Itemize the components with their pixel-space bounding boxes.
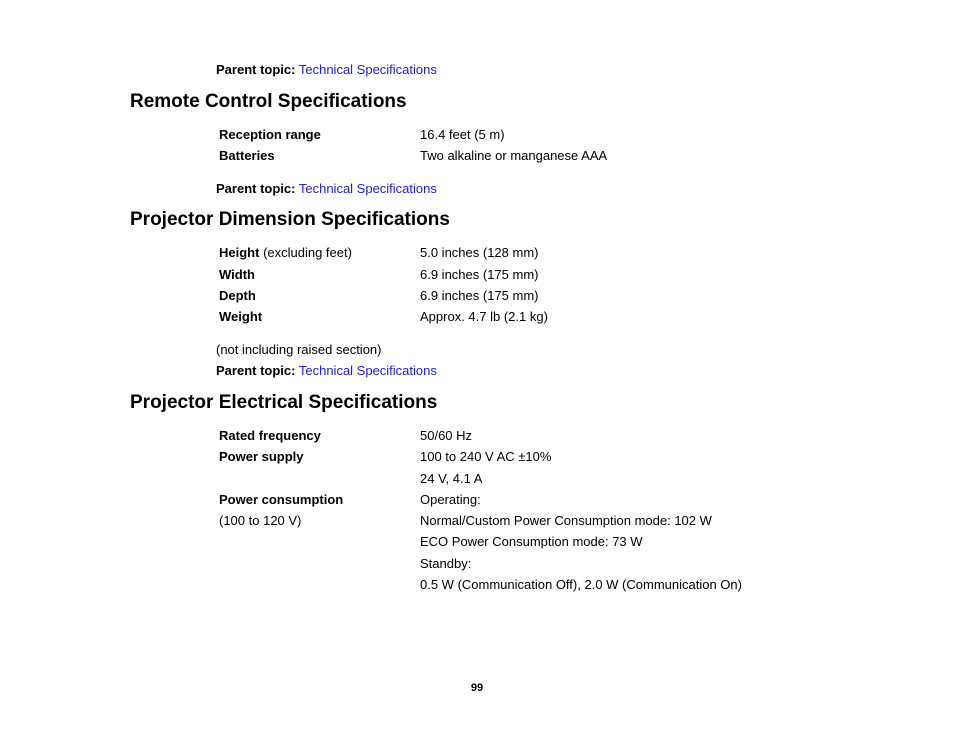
spec-sublabel: (100 to 120 V) — [219, 513, 302, 528]
spec-value: 0.5 W (Communication Off), 2.0 W (Communication On) — [420, 577, 742, 592]
spec-value: Approx. 4.7 lb (2.1 kg) — [420, 309, 548, 324]
technical-specifications-link[interactable]: Technical Specifications — [298, 181, 437, 196]
technical-specifications-link[interactable]: Technical Specifications — [298, 62, 437, 77]
dimension-note: (not including raised section) — [216, 342, 382, 357]
spec-value: 24 V, 4.1 A — [420, 471, 483, 486]
spec-label-note: (excluding feet) — [259, 245, 352, 260]
parent-topic-label: Parent topic: — [216, 363, 296, 378]
page-number: 99 — [470, 682, 484, 694]
spec-value: Two alkaline or manganese AAA — [420, 148, 608, 163]
remote-control-heading: Remote Control Specifications — [130, 91, 407, 112]
spec-label: Rated frequency — [219, 428, 321, 443]
spec-value: ECO Power Consumption mode: 73 W — [420, 534, 643, 549]
spec-label: Power supply — [219, 449, 304, 464]
electrical-heading: Projector Electrical Specifications — [130, 392, 438, 413]
parent-topic-label: Parent topic: — [216, 181, 296, 196]
spec-value: Standby: — [420, 556, 472, 571]
spec-label: Depth — [219, 288, 256, 303]
spec-value: 6.9 inches (175 mm) — [420, 267, 539, 282]
spec-value: 5.0 inches (128 mm) — [420, 245, 539, 260]
spec-label: Power consumption — [219, 492, 344, 507]
spec-value: 6.9 inches (175 mm) — [420, 288, 539, 303]
parent-topic-line — [216, 62, 437, 78]
spec-value: 100 to 240 V AC ±10% — [420, 449, 552, 464]
spec-label: Batteries — [219, 148, 275, 163]
spec-value: 50/60 Hz — [420, 428, 473, 443]
spec-label-main: Height — [219, 245, 260, 260]
spec-value: Operating: — [420, 492, 481, 507]
spec-value: 16.4 feet (5 m) — [420, 127, 505, 142]
spec-value: Normal/Custom Power Consumption mode: 102 W — [420, 513, 712, 528]
parent-topic-line — [216, 181, 437, 197]
spec-label: Width — [219, 267, 255, 282]
parent-topic-line — [216, 363, 437, 379]
parent-topic-label: Parent topic: — [216, 62, 296, 77]
spec-label: Reception range — [219, 127, 321, 142]
dimension-heading: Projector Dimension Specifications — [130, 209, 450, 230]
spec-label — [219, 245, 352, 261]
spec-label: Weight — [219, 309, 263, 324]
technical-specifications-link[interactable]: Technical Specifications — [298, 363, 437, 378]
